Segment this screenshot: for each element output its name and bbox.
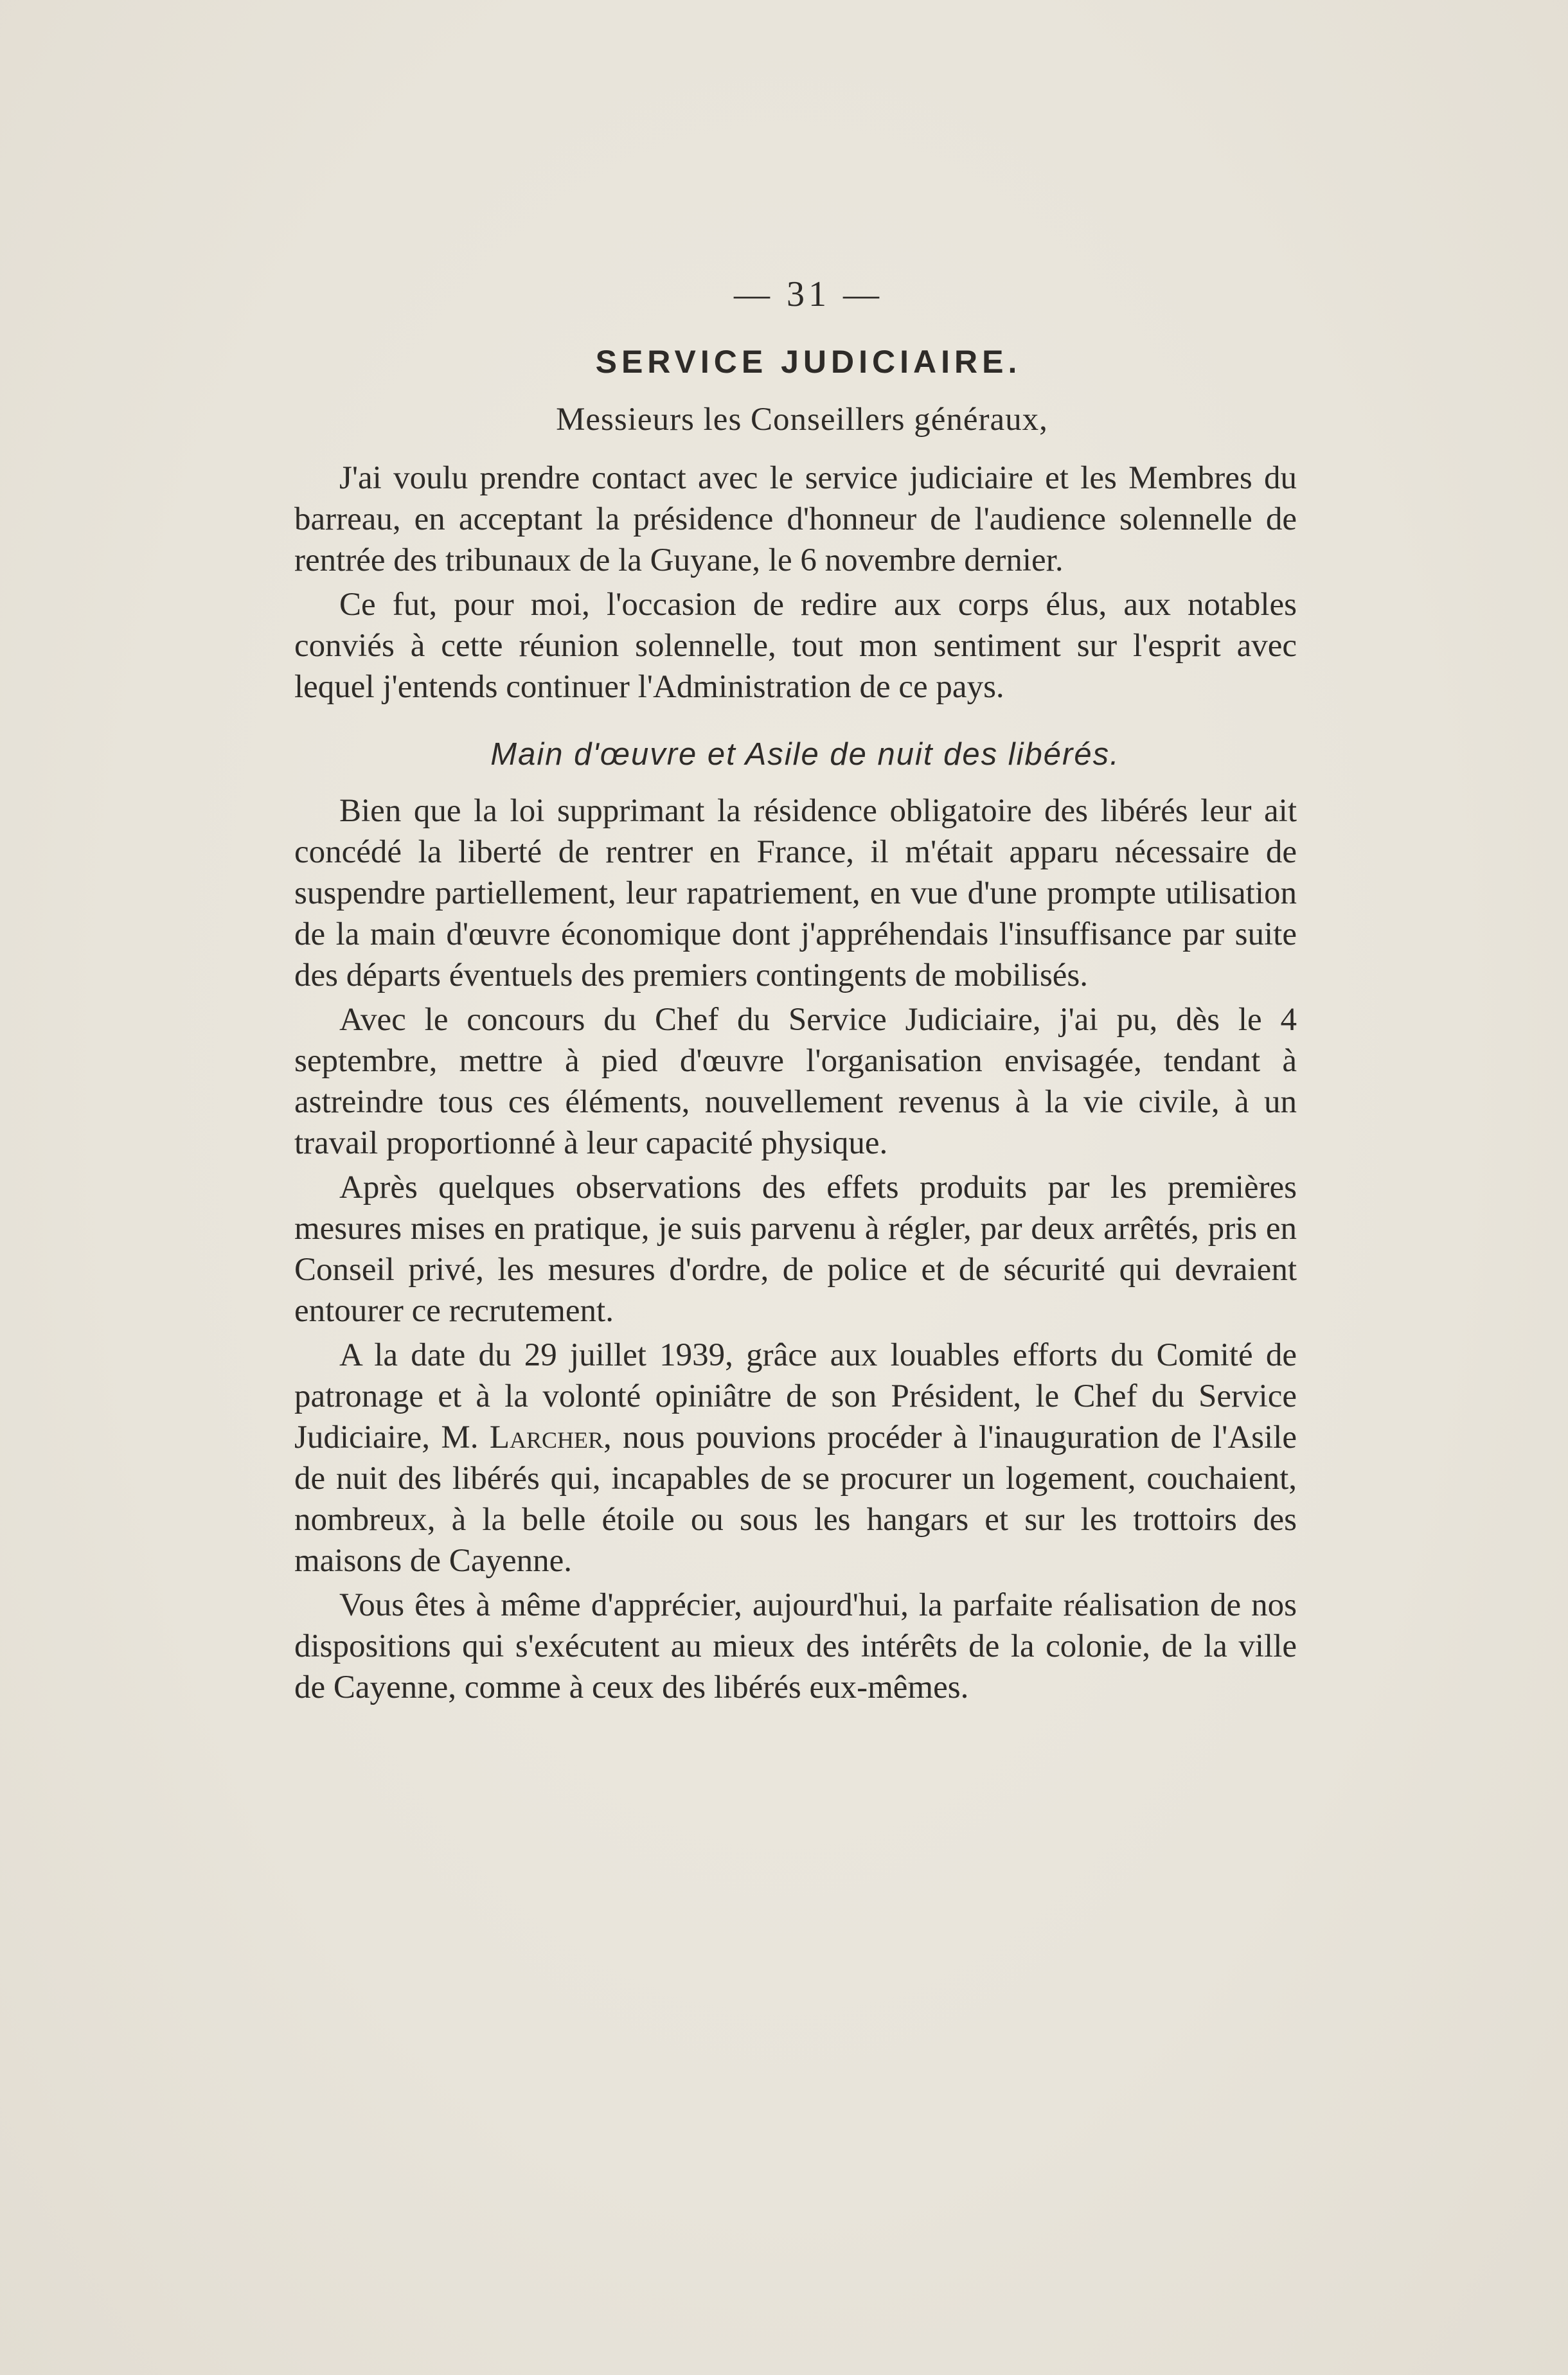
paragraph-liberes-1: Bien que la loi supprimant la résidence obligatoire des libérés leur ait concédé la liberté de rentrer en France, il m'était apparu nécessaire de suspendre partiellement, leur rapatriement, en vue d'une prompte utilisation de la main d'œuvre économique dont j'appréhendais l'insuffisance par suite des départs éventuels des premiers contingents de mobilisés.: [294, 792, 1297, 993]
paragraph-closing: Vous êtes à même d'apprécier, aujourd'hui, la parfaite réalisation de nos dispositions qui s'exécutent au mieux des intérêts de la colonie, de la ville de Cayenne, comme à ceux des libérés eux-mêmes.: [294, 1587, 1297, 1705]
paragraph-liberes-3: Après quelques observations des effets produits par les premières mesures mises en pratique, je suis parvenu à régler, par deux arrêtés, pris en Conseil privé, les mesures d'ordre, de police et de sécurité qui devraient entourer ce recrutement.: [294, 1169, 1297, 1329]
section-subtitle: Main d'œuvre et Asile de nuit des libérés.: [490, 737, 1120, 772]
inauguration-text-after: , nous pouvions procéder à l'inauguration de l'Asile de nuit des libérés qui, incapables de se procurer un logement, couchaient, nombreux, à la belle étoile ou sous les hangars et sur les trottoirs des maisons de Cayenne.: [294, 1419, 1297, 1579]
text-block: [294, 276, 1297, 1711]
paragraph-intro-1: J'ai voulu prendre contact avec le service judiciaire et les Membres du barreau, en acceptant la présidence d'honneur de l'audience solennelle de rentrée des tribunaux de la Guyane, le 6 novembre dernier.: [294, 460, 1297, 579]
person-name-larcher: Larcher: [489, 1419, 604, 1455]
section-title: SERVICE JUDICIAIRE.: [595, 344, 1022, 380]
paragraph-inauguration: [294, 1335, 1297, 1581]
inauguration-text-before: A la date du 29 juillet 1939, grâce aux louables efforts du Comité de patronage et à la volonté opiniâtre de son Président, le Chef du Service Judiciaire, M.: [294, 1337, 1297, 1455]
paragraph-intro-2: Ce fut, pour moi, l'occasion de redire aux corps élus, aux notables conviés à cette réunion solennelle, tout mon sentiment sur l'esprit avec lequel j'entends continuer l'Administration de ce pays.: [294, 587, 1297, 706]
salutation: Messieurs les Conseillers généraux,: [556, 402, 1048, 438]
page-number: — 31 —: [734, 274, 883, 314]
paragraph-liberes-2: Avec le concours du Chef du Service Judiciaire, j'ai pu, dès le 4 septembre, mettre à pied d'œuvre l'organisation envisagée, tendant à astreindre tous ces éléments, nouvellement revenus à la vie civile, à un travail proportionné à leur capacité physique.: [294, 1001, 1297, 1161]
